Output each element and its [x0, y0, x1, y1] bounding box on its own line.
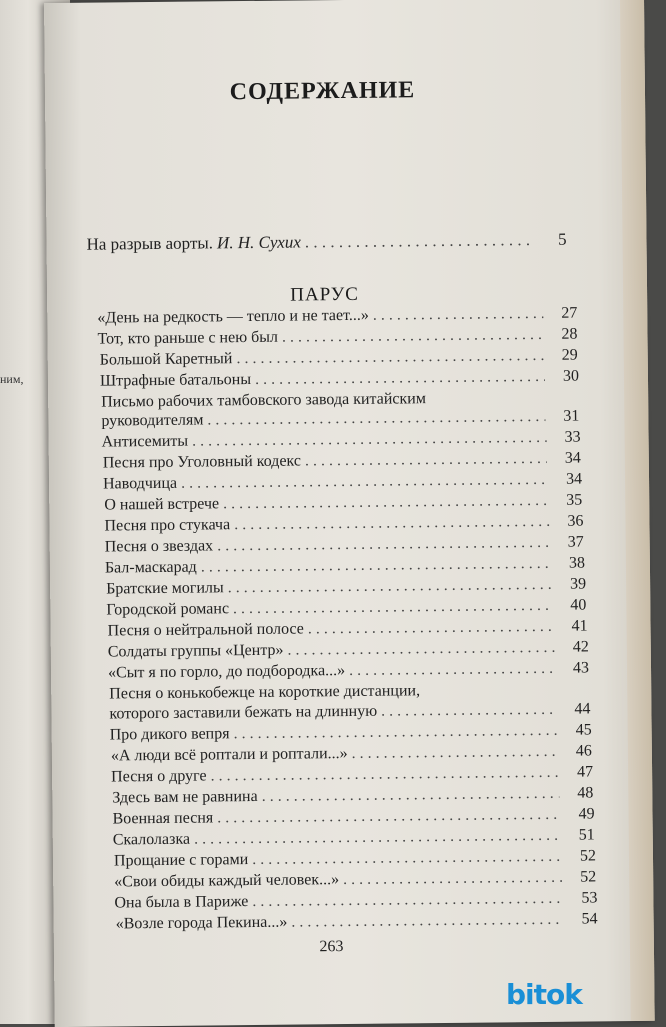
leader-dots	[217, 534, 550, 555]
page-number: 263	[319, 938, 344, 956]
toc-entry	[108, 638, 589, 661]
toc-entry	[112, 805, 594, 828]
leader-dots	[217, 806, 561, 828]
leader-dots	[234, 513, 549, 534]
toc-entry-page: 49	[578, 805, 595, 823]
toc-entry-page: 51	[578, 826, 595, 844]
toc-entry-page: 44	[574, 700, 591, 718]
toc-entry-page: 52	[579, 847, 597, 865]
toc-entry	[112, 784, 593, 807]
leader-dots	[282, 326, 544, 347]
toc-entry-title: Песня о звездах	[104, 537, 214, 556]
toc-entry-title: Братские могилы	[106, 579, 224, 598]
leader-dots	[210, 764, 559, 786]
leader-dots	[252, 890, 563, 911]
toc-entry	[100, 368, 579, 391]
toc-entry-title: Антисемиты	[101, 432, 189, 451]
toc-entry-page: 52	[580, 868, 597, 886]
leader-dots	[305, 230, 533, 252]
toc-entry-title: Песня про стукача	[104, 516, 231, 535]
leader-dots	[207, 408, 545, 430]
toc-entry	[101, 408, 579, 431]
toc-entry-title: Штрафные батальоны	[99, 370, 252, 390]
toc-entry-title: руководителям	[101, 411, 204, 430]
toc-entry-page: 39	[570, 575, 587, 593]
toc-entry	[104, 492, 582, 515]
toc-entry	[97, 326, 577, 349]
toc-entry	[100, 347, 578, 370]
leader-dots	[305, 450, 547, 471]
toc-intro-page: 5	[557, 229, 567, 249]
toc-entry	[110, 721, 592, 744]
toc-entry	[109, 700, 590, 723]
toc-entry-title: которого заставили бежать на длинную	[109, 702, 378, 723]
leader-dots	[223, 492, 548, 513]
intro-title: На разрыв аорты.	[86, 233, 214, 254]
leader-dots	[194, 827, 561, 849]
toc-intro-title	[86, 232, 300, 254]
toc-entry-title: Песня о нейтральной полосе	[107, 620, 304, 640]
toc-entry-page: 37	[567, 533, 584, 551]
leader-dots	[351, 743, 557, 763]
toc-entry-page: 33	[564, 428, 581, 446]
toc-entry-title: «День на редкость — тепло и не тает...»	[97, 306, 369, 327]
leader-dots	[233, 722, 557, 743]
toc-entry-title: Наводчица	[102, 474, 178, 493]
left-page-text: ним,	[0, 372, 24, 386]
toc-entry-title: Тот, кто раньше с нею был	[97, 328, 279, 348]
toc-entry-title: Скалолазка	[112, 830, 191, 849]
toc-entry-title: Большой Каретный	[99, 350, 233, 369]
toc-entry-page: 53	[581, 889, 598, 907]
toc-entry-title: Здесь вам не равнина	[112, 787, 258, 807]
toc-entry-page: 54	[581, 910, 598, 928]
toc-entry-page: 31	[563, 407, 580, 425]
leader-dots	[262, 785, 560, 806]
toc-entry	[105, 555, 585, 578]
toc-entry	[114, 847, 596, 870]
toc-entry-page: 46	[575, 742, 592, 760]
toc-entry	[108, 659, 589, 682]
toc-entry	[114, 889, 597, 912]
intro-author: И. Н. Сухих	[216, 232, 301, 253]
toc-entry-title: Песня о конькобежце на короткие дистанции,	[109, 682, 421, 703]
toc-entry	[106, 575, 586, 598]
toc-entry	[116, 910, 598, 933]
leader-dots	[381, 701, 557, 721]
toc-entry-title: О нашей встрече	[104, 495, 220, 514]
toc-entry-page: 28	[561, 325, 578, 343]
toc-entry	[102, 429, 581, 452]
toc-entry	[111, 763, 593, 786]
leader-dots	[233, 597, 553, 618]
book-page	[44, 0, 655, 1027]
leader-dots	[291, 911, 563, 932]
toc-entry	[105, 534, 584, 557]
leader-dots	[349, 660, 555, 680]
toc-entry-page: 42	[572, 638, 589, 656]
watermark-logo	[506, 978, 582, 1011]
toc-entry-page: 35	[566, 491, 583, 509]
toc-entry	[97, 305, 577, 328]
toc-entry-title: Песня о друге	[111, 767, 207, 786]
toc-entry-page: 34	[565, 470, 583, 488]
leader-dots	[201, 555, 551, 577]
toc-entry	[103, 471, 582, 494]
toc-entry-title: Песня про Уголовный кодекс	[102, 452, 302, 472]
toc-entry-title: Военная песня	[112, 809, 214, 828]
toc-entry	[103, 450, 581, 473]
toc-entry-title: Письмо рабочих тамбовского завода китайским	[101, 390, 426, 411]
page-title: СОДЕРЖАНИЕ	[229, 77, 416, 106]
toc-entry-title: Бал-маскарад	[104, 558, 197, 577]
leader-dots	[308, 618, 554, 639]
toc-entry-page: 34	[564, 449, 581, 467]
toc-entry-page: 45	[575, 721, 592, 739]
toc-entry-page: 38	[568, 554, 585, 572]
watermark-text: bitok	[506, 978, 582, 1011]
leader-dots	[343, 869, 562, 889]
toc-entry-page: 48	[577, 784, 594, 802]
toc-entry-page: 47	[577, 763, 594, 781]
toc-entry	[113, 826, 595, 849]
toc-entry	[108, 617, 588, 640]
leader-dots	[255, 368, 545, 389]
section-heading: ПАРУС	[290, 283, 360, 306]
toc-entry-page: 30	[562, 367, 580, 385]
toc-entry-title: «А люди всё роптали и роптали...»	[110, 745, 348, 765]
page-edge	[620, 0, 655, 1021]
toc-entry	[106, 596, 586, 619]
toc-entry-title: «Возле города Пекина...»	[115, 913, 288, 933]
toc-intro	[86, 230, 566, 255]
toc-entry-page: 29	[561, 346, 578, 364]
leader-dots	[181, 471, 548, 493]
leader-dots	[228, 576, 553, 597]
toc-entry-page: 41	[571, 617, 588, 635]
toc-entry-page: 36	[567, 512, 584, 530]
toc-entry-page: 40	[570, 596, 587, 614]
leader-dots	[252, 848, 562, 869]
toc-entry-title: Про дикого вепря	[109, 725, 230, 744]
toc-entry	[111, 742, 592, 765]
toc-entry-page: 27	[561, 304, 578, 322]
toc-entry	[114, 868, 596, 891]
toc-entry-title: Городской романс	[106, 600, 230, 619]
toc-entry-title: Она была в Париже	[114, 893, 249, 912]
leader-dots	[192, 429, 547, 451]
leader-dots	[373, 305, 544, 325]
toc-entry-title: Прощание с горами	[113, 851, 249, 870]
leader-dots	[287, 639, 555, 660]
leader-dots	[236, 347, 543, 368]
toc-entry-title: «Свои обиды каждый человек...»	[114, 871, 340, 891]
toc-entry-title: «Сыт я по горло, до подбородка...»	[107, 662, 346, 682]
toc-entry	[104, 513, 583, 536]
toc-entry-title: Солдаты группы «Центр»	[107, 641, 284, 661]
toc-entry-page: 43	[572, 659, 590, 677]
